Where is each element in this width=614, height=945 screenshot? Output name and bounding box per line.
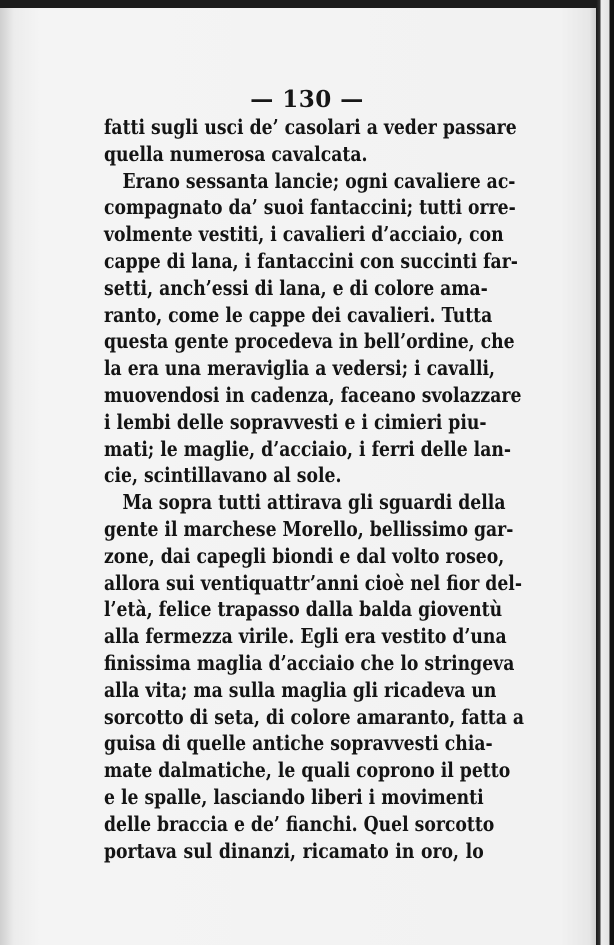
text-line: portava sul dinanzi, ricamato in oro, lo [104,838,484,863]
text-line: compagnato da’ suoi fantaccini; tutti orre- [104,195,516,220]
page-body-text [104,114,525,864]
text-line: cie, scintillavano al sole. [104,463,342,488]
text-line: alla vita; ma sulla maglia gli ricadeva un [104,677,497,702]
scan-right-edge [596,0,614,945]
scan-top-edge [0,0,614,8]
text-line: questa gente procedeva in bell’ordine, che [104,329,515,354]
text-line: la era una meraviglia a vedersi; i cavalli, [104,356,496,381]
text-line: alla fermezza virile. Egli era vestito d’una [104,624,507,649]
text-line: Erano sessanta lancie; ogni cavaliere ac- [122,168,516,193]
text-line: gente il marchese Morello, bellissimo gar- [104,516,514,541]
text-line: Ma sopra tutti attirava gli sguardi della [122,490,506,515]
text-line: zone, dai capegli biondi e dal volto roseo, [104,543,505,568]
text-line: mati; le maglie, d’acciaio, i ferri delle lan- [104,436,512,461]
text-line: cappe di lana, i fantaccini con succinti far- [104,248,518,273]
text-line: quella numerosa cavalcata. [104,141,368,166]
text-line: muovendosi in cadenza, faceano svolazzare [104,382,522,407]
text-line: delle braccia e de’ fianchi. Quel sorcotto [104,811,495,836]
text-line: allora sui ventiquattr’anni cioè nel fior del- [104,570,522,595]
text-line: l’età, felice trapasso dalla balda gioventù [104,597,503,622]
text-line: guisa di quelle antiche sopravvesti chia- [104,731,493,756]
text-line: volmente vestiti, i cavalieri d’acciaio, con [104,222,504,247]
text-line: i lembi delle sopravvesti e i cimieri piu- [104,409,487,434]
text-line: sorcotto di seta, di colore amaranto, fatta a [104,704,525,729]
text-line: e le spalle, lasciando liberi i movimenti [104,784,484,809]
text-line: finissima maglia d’acciaio che lo stringeva [104,650,515,675]
text-line: fatti sugli usci de’ casolari a veder passare [104,115,517,139]
text-line: mate dalmatiche, le quali coprono il petto [104,758,511,783]
text-line: setti, anch’essi di lana, e di colore ama- [104,275,488,300]
text-line: ranto, come le cappe dei cavalieri. Tutta [104,302,493,327]
page-number: — 130 — [250,86,364,113]
